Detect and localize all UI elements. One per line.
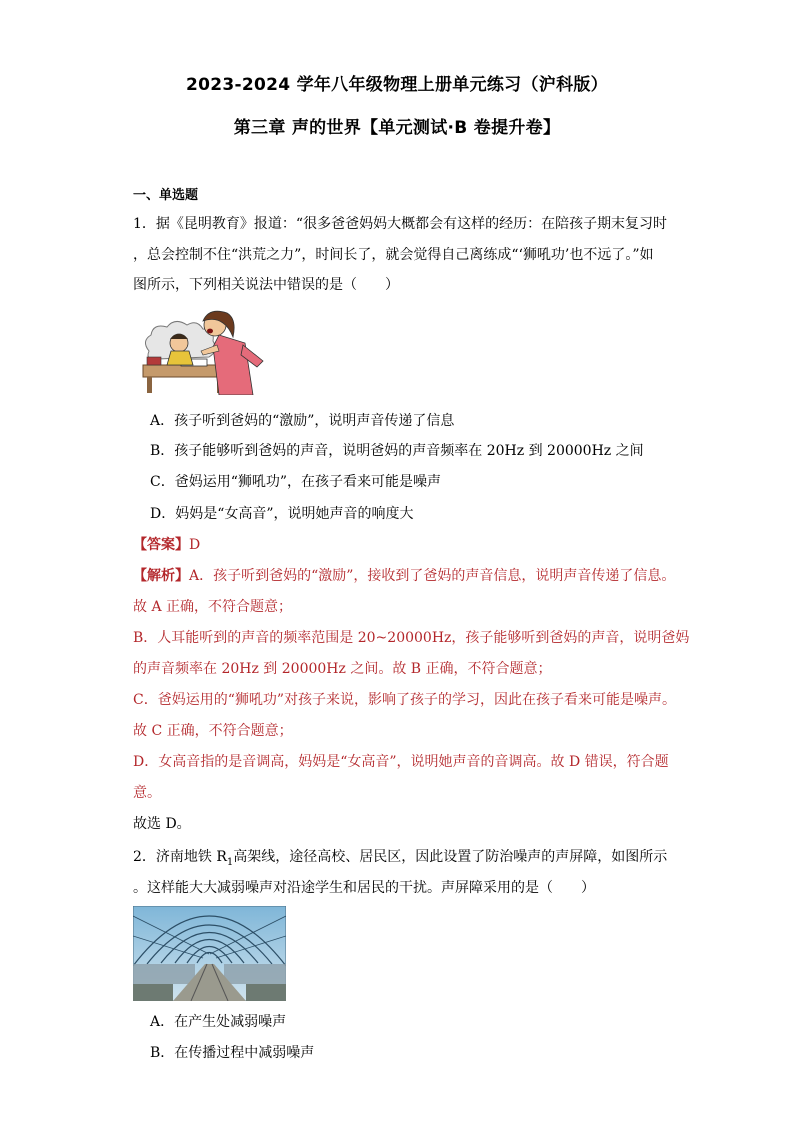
q1-illustration — [137, 307, 273, 395]
q1-option-d: D．妈妈是“女高音”，说明她声音的响度大 — [150, 506, 414, 522]
q2-stem-prefix: 2．济南地铁 R — [133, 849, 227, 865]
q1-option-b: B．孩子能够听到爸妈的声音，说明爸妈的声音频率在 20Hz 到 20000Hz 之间 — [150, 443, 644, 459]
q1-analysis-line-3: B．人耳能听到的声音的频率范围是 20~20000Hz，孩子能够听到爸妈的声音，说明爸妈 — [133, 630, 690, 646]
document-title: 2023-2024 学年八年级物理上册单元练习（沪科版） — [185, 75, 608, 95]
desk — [143, 365, 227, 377]
q2-option-a: A．在产生处减弱噪声 — [150, 1014, 287, 1030]
answer-label: 【答案】 — [133, 537, 189, 553]
q2-stem-subscript: 1 — [226, 856, 234, 868]
q1-analysis-line-2: 故 A 正确，不符合题意； — [133, 599, 293, 615]
q1-option-c: C．爸妈运用“狮吼功”，在孩子看来可能是噪声 — [150, 474, 442, 490]
q1-analysis-line-8: 意。 — [133, 785, 161, 801]
q2-stem-line-1 — [133, 847, 668, 873]
q1-stem-line-1: 1．据《昆明教育》报道：“很多爸爸妈妈大概都会有这样的经历：在陪孩子期末复习时 — [133, 216, 668, 232]
q2-option-b: B．在传播过程中减弱噪声 — [150, 1045, 315, 1061]
section-heading: 一、单选题 — [133, 188, 199, 203]
analysis-label: 【解析】 — [133, 568, 189, 584]
q1-analysis-line-4: 的声音频率在 20Hz 到 20000Hz 之间。故 B 正确，不符合题意； — [133, 661, 552, 677]
document-subtitle: 第三章 声的世界【单元测试·B 卷提升卷】 — [233, 118, 561, 138]
q2-stem-line-2: 。这样能大大减弱噪声对沿途学生和居民的干扰。声屏障采用的是（ ） — [133, 880, 595, 896]
q1-answer — [133, 535, 663, 555]
q1-analysis-line-5: C．爸妈运用的“狮吼功”对孩子来说，影响了孩子的学习，因此在孩子看来可能是噪声。 — [133, 692, 677, 708]
q1-conclusion: 故选 D。 — [133, 816, 191, 832]
q1-analysis-line-7: D．女高音指的是音调高，妈妈是“女高音”，说明她声音的音调高。故 D 错误，符合题 — [133, 754, 669, 770]
answer-value: D — [189, 537, 201, 553]
barrier-wall-left — [133, 964, 195, 984]
q1-stem-line-2: ，总会控制不住“洪荒之力”，时间长了，就会觉得自己离练成“‘狮吼功’也不远了。”如 — [133, 247, 654, 263]
analysis-text: A．孩子听到爸妈的“激励”，接收到了爸妈的声音信息，说明声音传递了信息。 — [189, 568, 676, 584]
q1-analysis-line-1 — [133, 566, 676, 586]
q1-stem-line-3: 图所示，下列相关说法中错误的是（ ） — [133, 277, 399, 293]
q2-illustration — [133, 906, 286, 1001]
q1-analysis-line-6: 故 C 正确，不符合题意； — [133, 723, 293, 739]
q1-option-a: A．孩子听到爸妈的“激励”，说明声音传递了信息 — [150, 413, 455, 429]
q2-stem-suffix: 高架线，途径高校、居民区，因此设置了防治噪声的声屏障，如图所示 — [233, 849, 668, 865]
barrier-wall-right — [224, 964, 286, 984]
